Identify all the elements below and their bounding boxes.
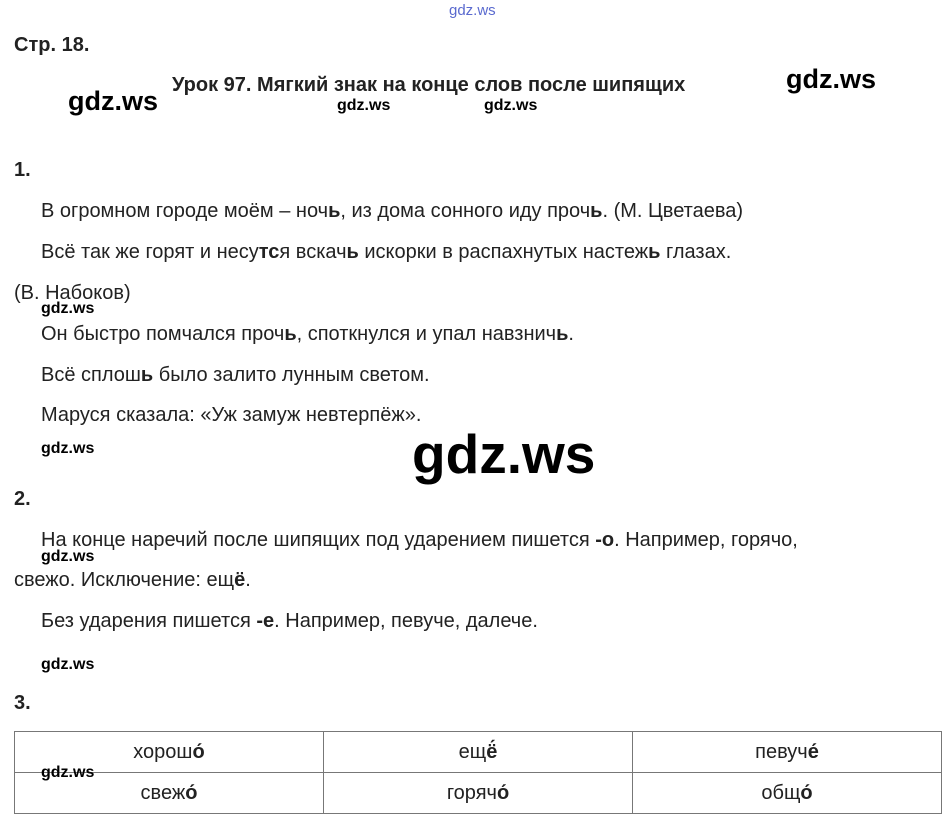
- text-line-continuation: (В. Набоков): [14, 282, 131, 304]
- table-cell: ещё́: [324, 732, 633, 773]
- text-line-continuation: свежо. Исключение: ещё.: [14, 569, 251, 591]
- text-line: Всё так же горят и несутся вскачь искорки в распахнутых настежь глазах.: [41, 241, 732, 263]
- watermark-left: gdz.ws: [68, 86, 159, 116]
- table-cell: хорошо́: [15, 732, 324, 773]
- task-number-2: 2.: [14, 488, 31, 510]
- text-line: Маруся сказала: «Уж замуж невтерпёж».: [41, 404, 422, 426]
- watermark-right: gdz.ws: [786, 64, 877, 94]
- task-number-3: 3.: [14, 692, 31, 714]
- watermark-small: gdz.ws: [41, 656, 95, 673]
- watermark-small: gdz.ws: [41, 440, 95, 457]
- table-cell: певуче́: [633, 732, 942, 773]
- lesson-title: Урок 97. Мягкий знак на конце слов после шипящих: [172, 74, 686, 96]
- watermark-small: gdz.ws: [484, 97, 538, 114]
- page-label: Стр. 18.: [14, 34, 90, 56]
- watermark-small: gdz.ws: [41, 300, 95, 317]
- text-line: Без ударения пишется -е. Например, певуче, далече.: [41, 610, 538, 632]
- table-cell: горячо́: [324, 773, 633, 814]
- watermark-small: gdz.ws: [337, 97, 391, 114]
- watermark-large: gdz.ws: [412, 423, 596, 485]
- watermark-small: gdz.ws: [41, 548, 95, 565]
- table-cell: общо́: [633, 773, 942, 814]
- text-line: Он быстро помчался прочь, споткнулся и упал навзничь.: [41, 323, 574, 345]
- table-row: [15, 732, 942, 773]
- answers-table: [14, 731, 942, 814]
- task-number-1: 1.: [14, 159, 31, 181]
- text-line: В огромном городе моём – ночь, из дома сонного иду прочь. (М. Цветаева): [41, 200, 744, 222]
- watermark-top: gdz.ws: [449, 2, 496, 19]
- table-row: [15, 773, 942, 814]
- text-line: Всё сплошь было залито лунным светом.: [41, 364, 430, 386]
- text-line: На конце наречий после шипящих под ударением пишется -о. Например, горячо,: [41, 529, 798, 551]
- watermark-small: gdz.ws: [41, 764, 95, 781]
- table-cell: свежо́: [15, 773, 324, 814]
